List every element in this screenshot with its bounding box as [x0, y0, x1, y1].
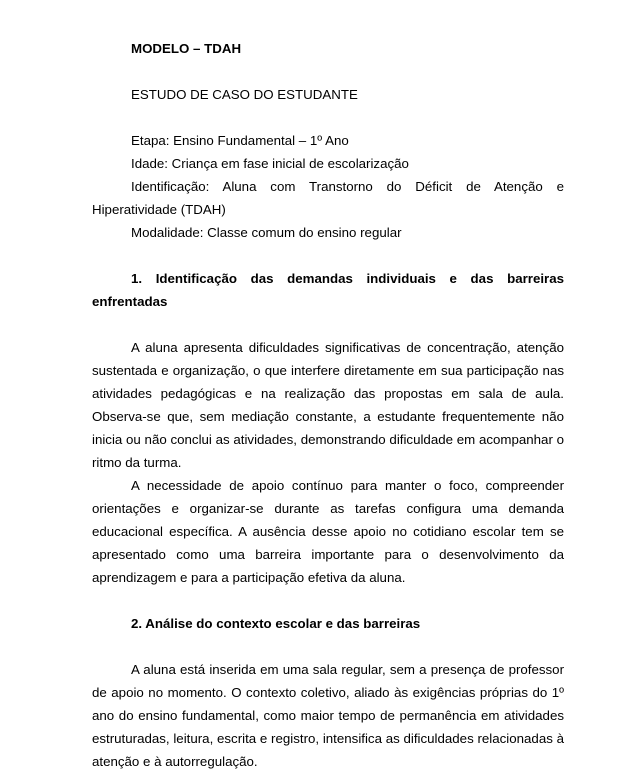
info-etapa: Etapa: Ensino Fundamental – 1º Ano	[131, 133, 349, 148]
document-subtitle: ESTUDO DE CASO DO ESTUDANTE	[131, 87, 358, 102]
section-1-paragraph-1: A aluna apresenta dificuldades significativas de concentração, atenção sustentada e organização, o que interfere diretamente em sua participação nas atividades pedagógicas e na realização das propostas em sala de aula. Observa-se que, sem mediação constante, a estudante frequentemente não inicia ou não conclui as atividades, demonstrando dificuldade em acompanhar o ritmo da turma.	[92, 340, 564, 470]
section-1-body	[92, 336, 564, 589]
section-1-heading-block	[92, 267, 564, 313]
section-2-paragraph-1: A aluna está inserida em uma sala regular, sem a presença de professor de apoio no momento. O contexto coletivo, aliado às exigências próprias do 1º ano do ensino fundamental, como maior tempo de permanência em atividades estruturadas, leitura, escrita e registro, intensifica as dificuldades relacionadas à atenção e à autorregulação.	[92, 662, 564, 769]
section-2-heading: 2. Análise do contexto escolar e das barreiras	[131, 616, 421, 631]
section-2-heading-block	[92, 612, 564, 635]
student-info	[92, 129, 564, 244]
section-2-body	[92, 658, 564, 773]
document-title: MODELO – TDAH	[131, 41, 242, 56]
info-idade: Idade: Criança em fase inicial de escolarização	[131, 156, 409, 171]
section-1-heading: 1. Identificação das demandas individuais e das barreiras enfrentadas	[92, 271, 564, 309]
document-subtitle-block	[92, 83, 564, 106]
section-1-paragraph-2: A necessidade de apoio contínuo para manter o foco, compreender orientações e organizar-se durante as tarefas configura uma demanda educacional específica. A ausência desse apoio no cotidiano escolar tem se apresentado como uma barreira importante para o desenvolvimento da aprendizagem e para a participação efetiva da aluna.	[92, 478, 564, 585]
document-title-block	[92, 37, 564, 60]
info-modalidade: Modalidade: Classe comum do ensino regular	[131, 225, 402, 240]
info-identificacao: Identificação: Aluna com Transtorno do Déficit de Atenção e Hiperatividade (TDAH)	[92, 179, 564, 217]
